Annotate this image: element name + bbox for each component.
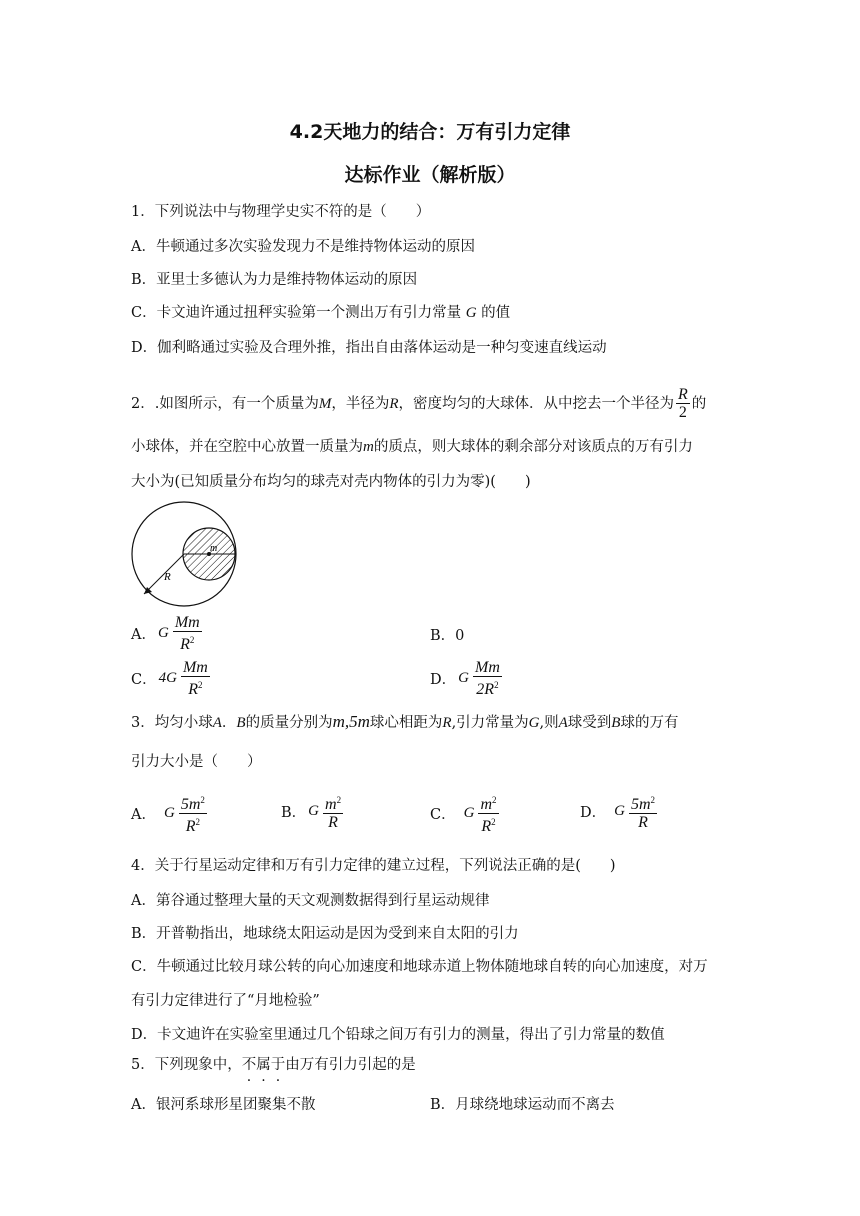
fraction <box>473 659 502 698</box>
fraction <box>323 792 343 831</box>
num-var: 5m <box>630 796 651 813</box>
num <box>179 792 207 814</box>
option-label: A． <box>131 807 156 823</box>
text: ,则 <box>539 715 559 731</box>
text: ,引力常量为 <box>451 715 529 731</box>
num-var: m <box>325 796 337 813</box>
q2-stem-text: 2．.如图所示，有一个质量为 <box>131 395 319 412</box>
coef: G <box>308 803 319 819</box>
q2-option-b: B．0 <box>430 628 465 644</box>
q2-option-d <box>430 659 504 698</box>
num <box>323 792 343 814</box>
den <box>479 814 497 835</box>
q2-var-M: M <box>318 395 332 412</box>
coef: G <box>163 805 175 821</box>
q5-option-b: B．月球绕地球运动而不离去 <box>430 1097 615 1113</box>
den-var: 2R <box>476 681 495 698</box>
emphasis-char: 于 <box>270 1057 286 1073</box>
q4-option-b: B．开普勒指出，地球绕太阳运动是因为受到来自太阳的引力 <box>131 926 519 942</box>
q2-var-m: m <box>363 439 374 455</box>
q3-stem-line2: 引力大小是（ ） <box>131 754 262 770</box>
var-A: A <box>558 715 568 731</box>
q3-option-a <box>131 792 209 835</box>
fraction <box>181 659 210 698</box>
num-var: m <box>480 796 493 813</box>
text: 由万有引力引起的是 <box>285 1057 416 1073</box>
option-label: A． <box>131 627 156 643</box>
exponent: 2 <box>494 680 499 690</box>
text: ． <box>221 715 237 731</box>
text: 球的万有 <box>620 715 679 731</box>
fraction <box>179 792 207 835</box>
q3-option-b <box>281 792 345 831</box>
exponent: 2 <box>195 817 200 827</box>
exponent: 2 <box>200 795 205 805</box>
den-var: R <box>481 818 492 835</box>
den <box>186 677 204 698</box>
fraction <box>173 614 202 653</box>
den-var: R <box>188 681 199 698</box>
text: 球受到 <box>567 715 612 731</box>
q5-stem <box>131 1055 416 1075</box>
q2-line2-text: 小球体，并在空腔中心放置一质量为 <box>131 439 363 455</box>
fig-label-m: m <box>210 543 218 554</box>
coef: G <box>458 670 469 686</box>
q2-stem-line1 <box>131 386 706 421</box>
q2-stem-text3: ，密度均匀的大球体．从中挖去一个半径为 <box>398 395 675 412</box>
option-label: C． <box>430 807 456 823</box>
num: Mm <box>174 614 200 631</box>
q3-option-c <box>430 792 501 835</box>
text: 的质量分别为 <box>245 715 333 731</box>
q2-var-R: R <box>389 395 399 412</box>
emphasis-char: 不 <box>241 1057 257 1073</box>
q3-option-d <box>580 792 659 831</box>
q3-stem-line1 <box>131 712 678 733</box>
option-label: B． <box>281 805 307 821</box>
q4-option-a: A．第谷通过整理大量的天文观测数据得到行星运动规律 <box>131 893 490 909</box>
exponent: 2 <box>491 817 496 827</box>
den-var: R <box>185 818 196 835</box>
fraction <box>629 792 657 831</box>
coef: G <box>157 625 169 641</box>
var-A: A <box>212 715 222 731</box>
den <box>474 677 500 698</box>
q1-option-c-post: 的值 <box>481 305 511 321</box>
q1-option-c <box>131 303 510 323</box>
q2-frac-den: 2 <box>678 404 687 421</box>
q2-stem-text4: 的 <box>691 395 707 412</box>
q1-option-c-var: G <box>465 305 477 321</box>
q4-option-c-line1: C．牛顿通过比较月球公转的向心加速度和地球赤道上物体随地球自转的向心加速度，对万 <box>131 959 708 975</box>
option-label: D． <box>430 672 457 688</box>
text: 3．均匀小球 <box>131 715 213 731</box>
text: 球心相距为 <box>369 715 443 731</box>
den: R <box>328 814 338 831</box>
q1-option-c-text: C．卡文迪许通过扭秤实验第一个测出万有引力常量 <box>131 305 462 321</box>
fraction <box>478 792 498 835</box>
exponent: 2 <box>198 680 203 690</box>
coef: G <box>463 805 475 821</box>
coef: 4G <box>158 670 177 686</box>
exponent: 2 <box>492 795 497 805</box>
option-label: D． <box>580 805 607 821</box>
den <box>178 632 196 653</box>
num-var: 5m <box>180 796 201 813</box>
q2-stem-text2: ，半径为 <box>331 395 390 412</box>
exponent: 2 <box>336 795 342 805</box>
q2-sphere-figure <box>128 500 250 610</box>
page-subtitle: 达标作业（解析版） <box>344 164 516 186</box>
fig-label-R: R <box>164 571 171 583</box>
var-R: R <box>442 715 452 731</box>
option-label: C． <box>131 672 157 688</box>
var-G: G <box>528 715 540 731</box>
num <box>629 792 657 814</box>
q2-stem-line2 <box>131 437 693 457</box>
text: 5．下列现象中， <box>131 1057 242 1073</box>
den-var: R <box>180 636 190 653</box>
q1-stem: 1．下列说法中与物理学史实不符的是（ ） <box>131 204 431 220</box>
q2-option-a <box>131 614 204 653</box>
q1-option-b: B．亚里士多德认为力是维持物体运动的原因 <box>131 272 418 288</box>
den <box>184 814 202 835</box>
q1-option-d: D．伽利略通过实验及合理外推，指出自由落体运动是一种匀变速直线运动 <box>131 340 607 356</box>
num: Mm <box>474 659 500 676</box>
coef: G <box>614 803 625 819</box>
q4-option-c-line2: 有引力定律进行了“月地检验” <box>131 993 320 1009</box>
num <box>478 792 498 814</box>
q4-stem: 4．关于行星运动定律和万有引力定律的建立过程，下列说法正确的是( ) <box>131 858 616 874</box>
q2-option-c <box>131 659 212 698</box>
num: Mm <box>182 659 208 676</box>
q2-stem-line3: 大小为(已知质量分布均匀的球壳对壳内物体的引力为零)( ) <box>131 474 531 490</box>
exponent: 2 <box>650 795 656 805</box>
masses: m,5m <box>332 712 370 731</box>
emphasis-char: 属 <box>256 1057 271 1073</box>
exponent: 2 <box>189 635 195 645</box>
q1-option-a: A．牛顿通过多次实验发现力不是维持物体运动的原因 <box>131 239 475 255</box>
q2-frac-num: R <box>678 386 688 403</box>
page-title: 4.2天地力的结合：万有引力定律 <box>289 121 571 143</box>
var-B: B <box>611 715 621 731</box>
var-B: B <box>236 715 246 731</box>
den: R <box>638 814 648 831</box>
q2-line2-text2: 的质点，则大球体的剩余部分对该质点的万有引力 <box>373 439 693 455</box>
q2-fraction-r-over-2 <box>676 386 690 421</box>
q4-option-d: D．卡文迪许在实验室里通过几个铅球之间万有引力的测量，得出了引力常量的数值 <box>131 1027 665 1043</box>
q5-option-a: A．银河系球形星团聚集不散 <box>131 1097 316 1113</box>
